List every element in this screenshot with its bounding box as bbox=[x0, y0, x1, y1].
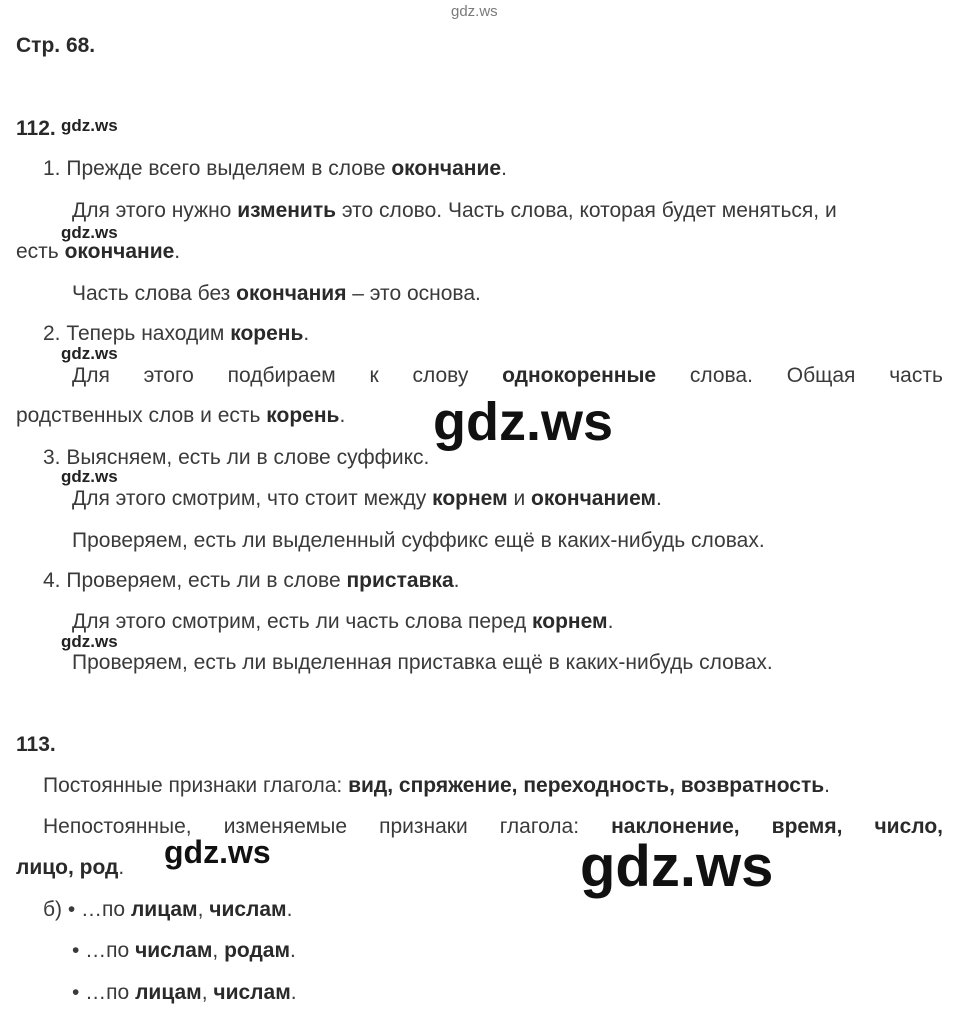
word: признаки bbox=[379, 815, 468, 838]
task-113-answer-2 bbox=[72, 939, 296, 963]
bold-term: окончанием bbox=[531, 487, 657, 510]
watermark-big: gdz.ws bbox=[580, 834, 774, 899]
step-number: 4. bbox=[43, 569, 61, 592]
bold-term: родам bbox=[224, 939, 291, 962]
word: изменяемые bbox=[223, 815, 348, 838]
step-1-paragraph-1-cont bbox=[16, 240, 180, 264]
paragraph-text: . bbox=[656, 487, 662, 510]
page-label: Стр. 68. bbox=[16, 34, 96, 57]
paragraph-text: • …по bbox=[72, 939, 136, 962]
word: Общая bbox=[786, 364, 856, 387]
watermark-small: gdz.ws bbox=[61, 632, 118, 651]
word: часть bbox=[889, 364, 943, 387]
step-3-paragraph-1 bbox=[72, 487, 662, 511]
paragraph-text: , bbox=[212, 939, 225, 962]
step-2-paragraph-1-cont bbox=[16, 404, 345, 428]
task-113-paragraph-1 bbox=[43, 774, 830, 798]
task-number-112: 112. bbox=[16, 117, 56, 140]
step-text: . bbox=[501, 157, 507, 180]
step-3-paragraph-2: Проверяем, есть ли выделенный суффикс ещё в каких-нибудь словах. bbox=[72, 529, 765, 552]
step-3 bbox=[43, 446, 429, 470]
task-113-paragraph-2-cont bbox=[16, 856, 124, 880]
step-number: 3. bbox=[43, 446, 61, 469]
bold-term: вид, спряжение, переходность, возвратность bbox=[348, 774, 825, 797]
word: глагола: bbox=[499, 815, 580, 838]
bold-term: число, bbox=[874, 815, 943, 838]
paragraph-text: – это основа. bbox=[346, 282, 481, 305]
word: подбираем bbox=[227, 364, 336, 387]
bold-term: числам bbox=[213, 981, 291, 1004]
word: слову bbox=[412, 364, 469, 387]
bold-term: время, bbox=[771, 815, 843, 838]
paragraph-text: • …по bbox=[72, 981, 136, 1004]
step-4-paragraph-2: Проверяем, есть ли выделенная приставка ещё в каких-нибудь словах. bbox=[72, 651, 773, 674]
watermark-big: gdz.ws bbox=[433, 392, 614, 452]
watermark-small: gdz.ws bbox=[61, 467, 118, 486]
bold-term: корнем bbox=[532, 610, 608, 633]
paragraph-text: родственных слов и есть bbox=[16, 404, 267, 427]
bold-term: окончание bbox=[391, 157, 502, 180]
paragraph-text: Постоянные признаки глагола: bbox=[43, 774, 349, 797]
task-113-answer-1 bbox=[43, 898, 292, 922]
bold-term: корнем bbox=[432, 487, 508, 510]
step-2 bbox=[43, 322, 309, 346]
paragraph-text: и bbox=[507, 487, 532, 510]
step-text: Теперь находим bbox=[66, 322, 231, 345]
bold-term: числам bbox=[209, 898, 287, 921]
word: Для bbox=[72, 364, 110, 387]
paragraph-text: . bbox=[290, 939, 296, 962]
word: к bbox=[369, 364, 379, 387]
step-text: . bbox=[453, 569, 460, 592]
task-113-paragraph-2 bbox=[43, 815, 943, 839]
watermark-small: gdz.ws bbox=[61, 223, 118, 242]
paragraph-text: б) • …по bbox=[43, 898, 131, 921]
paragraph-text: Для этого смотрим, есть ли часть слова перед bbox=[72, 610, 533, 633]
paragraph-text: Часть слова без bbox=[72, 282, 237, 305]
bold-term: корень bbox=[266, 404, 340, 427]
bold-term: лицам bbox=[130, 898, 198, 921]
paragraph-text: , bbox=[201, 981, 214, 1004]
bold-term: окончание bbox=[64, 240, 175, 263]
paragraph-text: есть bbox=[16, 240, 65, 263]
step-text: Проверяем, есть ли в слове bbox=[66, 569, 347, 592]
step-4-paragraph-1 bbox=[72, 610, 613, 634]
bold-term: изменить bbox=[237, 199, 337, 222]
step-4 bbox=[43, 569, 460, 593]
paragraph-text: . bbox=[174, 240, 181, 263]
bold-term: окончания bbox=[236, 282, 347, 305]
watermark-top: gdz.ws bbox=[451, 3, 498, 20]
paragraph-text: . bbox=[339, 404, 346, 427]
step-text: Прежде всего выделяем в слове bbox=[66, 157, 392, 180]
paragraph-text: . bbox=[824, 774, 831, 797]
word: этого bbox=[143, 364, 194, 387]
step-1-paragraph-2 bbox=[72, 282, 481, 306]
paragraph-text: , bbox=[197, 898, 210, 921]
paragraph-text: это слово. Часть слова, которая будет меняться, и bbox=[336, 199, 837, 222]
watermark-medium: gdz.ws bbox=[164, 834, 271, 870]
step-number: 2. bbox=[43, 322, 61, 345]
word: слова. bbox=[689, 364, 753, 387]
step-2-paragraph-1 bbox=[72, 364, 943, 388]
bold-term: корень bbox=[230, 322, 304, 345]
paragraph-text: . bbox=[286, 898, 293, 921]
step-text: Выясняем, есть ли в слове суффикс. bbox=[66, 446, 430, 469]
bold-term: лицам bbox=[135, 981, 202, 1004]
word: Непостоянные, bbox=[43, 815, 192, 838]
paragraph-text: Для этого смотрим, что стоит между bbox=[72, 487, 433, 510]
paragraph-text: Для этого нужно bbox=[72, 199, 238, 222]
paragraph-text: . bbox=[290, 981, 297, 1004]
bold-term: лицо, род bbox=[16, 856, 119, 879]
step-1 bbox=[43, 157, 507, 181]
step-text: . bbox=[303, 322, 310, 345]
bold-term: числам bbox=[135, 939, 213, 962]
paragraph-text: . bbox=[118, 856, 125, 879]
bold-term: приставка bbox=[346, 569, 454, 592]
paragraph-text: . bbox=[607, 610, 614, 633]
step-number: 1. bbox=[43, 157, 61, 180]
watermark-small: gdz.ws bbox=[61, 344, 118, 363]
step-1-paragraph-1 bbox=[72, 199, 837, 223]
task-113-answer-3 bbox=[72, 981, 297, 1005]
watermark-small: gdz.ws bbox=[61, 116, 118, 135]
task-number-113: 113. bbox=[16, 733, 56, 756]
bold-term: однокоренные bbox=[502, 364, 657, 387]
bold-term: наклонение, bbox=[611, 815, 740, 838]
